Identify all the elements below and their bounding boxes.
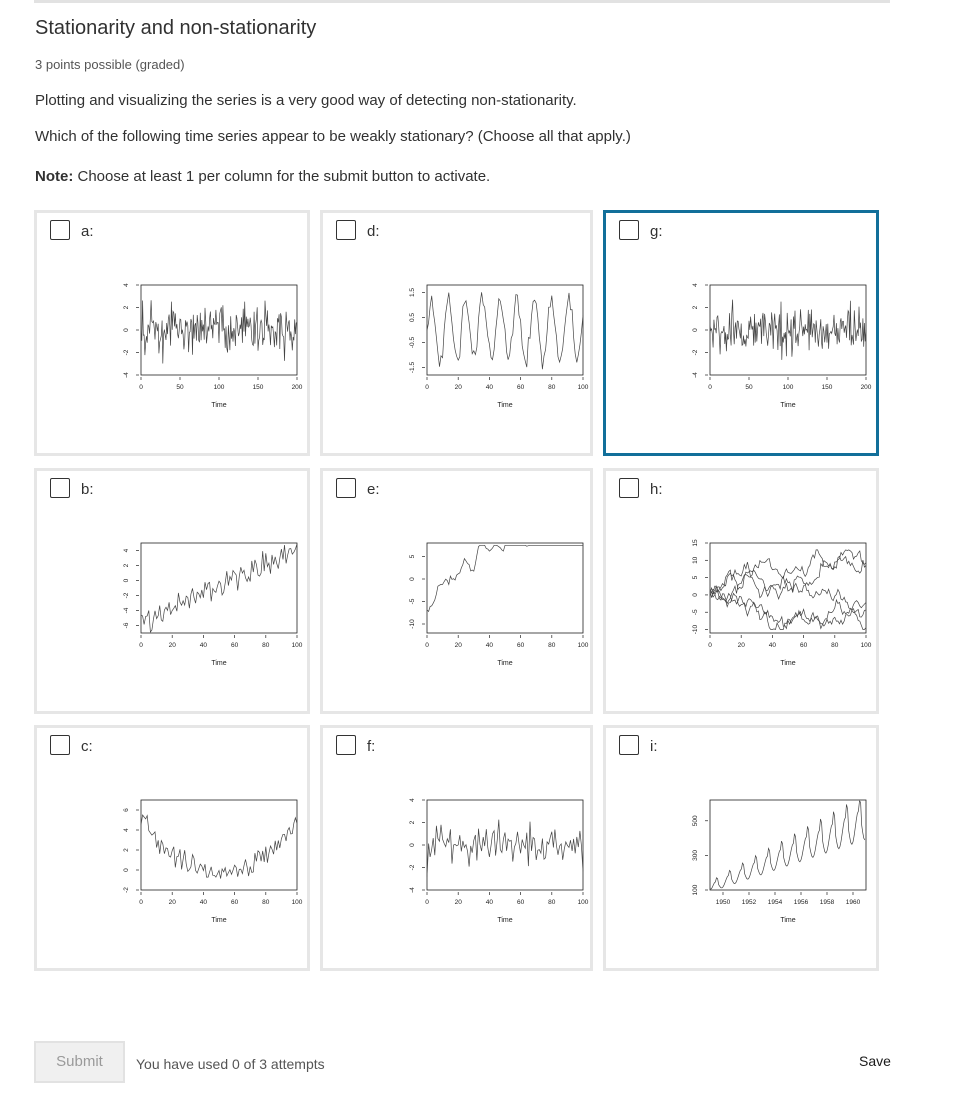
y-tick-label-f: -4: [409, 887, 416, 893]
choice-card-a[interactable]: [34, 210, 310, 456]
x-axis-label-c: Time: [211, 917, 227, 924]
choice-label-d: d:: [367, 223, 380, 240]
choice-card-d[interactable]: [320, 210, 593, 456]
choice-label-h: h:: [650, 481, 663, 498]
x-tick-label-d: 60: [516, 384, 525, 391]
y-tick-label-e: 0: [409, 577, 416, 581]
y-tick-label-c: 0: [123, 868, 130, 872]
attempts-text: You have used 0 of 3 attempts: [136, 1056, 325, 1072]
x-axis-label-g: Time: [780, 402, 796, 409]
y-tick-label-c: 6: [123, 808, 130, 812]
x-tick-label-e: 60: [516, 642, 525, 649]
choice-label-c: c:: [81, 738, 93, 755]
y-tick-label-b: 4: [123, 548, 130, 553]
x-tick-label-c: 60: [230, 899, 239, 906]
x-tick-label-d: 0: [425, 384, 429, 391]
x-tick-label-g: 150: [821, 384, 833, 391]
x-tick-label-g: 200: [860, 384, 872, 391]
y-tick-label-h: 10: [692, 556, 699, 564]
x-tick-label-c: 0: [139, 899, 143, 906]
series-line-g-0: [710, 300, 866, 360]
problem-note: [35, 168, 490, 185]
x-tick-label-c: 80: [262, 899, 270, 906]
y-tick-label-a: 0: [123, 328, 130, 332]
y-tick-label-g: 0: [692, 328, 699, 332]
x-tick-label-e: 80: [548, 642, 556, 649]
y-tick-label-h: -10: [692, 624, 699, 635]
x-tick-label-g: 50: [745, 384, 753, 391]
y-tick-label-g: 2: [692, 305, 699, 310]
y-tick-label-c: 2: [123, 848, 130, 852]
series-line-b-0: [141, 544, 297, 632]
x-tick-label-a: 150: [252, 384, 264, 391]
series-line-e-0: [427, 545, 583, 611]
plot-h: [606, 471, 876, 711]
y-tick-label-b: -2: [123, 592, 130, 599]
y-tick-label-f: 4: [409, 798, 416, 802]
x-tick-label-a: 0: [139, 384, 143, 391]
choice-card-h[interactable]: [603, 468, 879, 714]
x-tick-label-a: 200: [291, 384, 303, 391]
series-line-d-0: [427, 292, 583, 369]
choice-card-i[interactable]: [603, 725, 879, 971]
x-tick-label-d: 20: [454, 384, 462, 391]
y-tick-label-d: 1.5: [409, 287, 416, 298]
y-tick-label-f: -2: [409, 864, 416, 871]
plot-b: [37, 471, 307, 711]
y-tick-label-i: 500: [692, 815, 699, 827]
x-tick-label-e: 40: [485, 642, 494, 649]
choice-label-i: i:: [650, 738, 658, 755]
submit-button[interactable]: Submit: [34, 1041, 125, 1083]
x-axis-label-e: Time: [497, 660, 513, 667]
y-tick-label-g: -2: [692, 349, 699, 356]
y-tick-label-f: 0: [409, 843, 416, 847]
y-tick-label-i: 100: [692, 884, 699, 896]
plot-frame-i: [710, 800, 866, 890]
y-tick-label-c: 4: [123, 828, 130, 832]
x-tick-label-i: 1960: [845, 899, 861, 906]
y-tick-label-g: 4: [692, 283, 699, 287]
series-line-h-1: [710, 592, 866, 630]
series-line-h-0: [710, 586, 866, 628]
x-tick-label-g: 0: [708, 384, 712, 391]
y-tick-label-a: -4: [123, 372, 130, 378]
points-info: 3 points possible (graded): [35, 57, 185, 72]
plot-i: [606, 728, 876, 968]
y-tick-label-e: 5: [409, 554, 416, 559]
x-axis-label-b: Time: [211, 660, 227, 667]
y-tick-label-b: 0: [123, 578, 130, 583]
x-axis-label-d: Time: [497, 402, 513, 409]
plot-d: [323, 213, 590, 453]
x-tick-label-h: 80: [831, 642, 839, 649]
y-tick-label-a: -2: [123, 349, 130, 356]
series-line-f-0: [427, 820, 583, 877]
x-tick-label-a: 50: [176, 384, 184, 391]
x-tick-label-e: 100: [577, 642, 589, 649]
x-tick-label-c: 40: [199, 899, 208, 906]
plot-frame-c: [141, 800, 297, 890]
x-tick-label-b: 80: [262, 642, 270, 649]
x-tick-label-e: 20: [454, 642, 462, 649]
x-axis-label-f: Time: [497, 917, 513, 924]
plot-f: [323, 728, 590, 968]
choice-label-b: b:: [81, 481, 94, 498]
plot-a: [37, 213, 307, 453]
plot-frame-e: [427, 543, 583, 633]
x-tick-label-f: 40: [485, 899, 494, 906]
x-tick-label-f: 60: [516, 899, 525, 906]
y-tick-label-d: -0.5: [409, 336, 416, 349]
x-tick-label-g: 100: [782, 384, 794, 391]
problem-intro: Plotting and visualizing the series is a very good way of detecting non-stationarity.: [35, 92, 577, 109]
x-tick-label-h: 40: [768, 642, 777, 649]
y-tick-label-e: -5: [409, 598, 416, 605]
x-tick-label-c: 20: [168, 899, 176, 906]
plot-g: [606, 213, 876, 453]
plot-frame-b: [141, 543, 297, 633]
problem-title: Stationarity and non-stationarity: [35, 17, 317, 39]
choice-card-f[interactable]: [320, 725, 593, 971]
x-tick-label-d: 40: [485, 384, 494, 391]
y-tick-label-g: -4: [692, 372, 699, 378]
y-tick-label-d: 0.5: [409, 312, 416, 323]
x-tick-label-b: 20: [168, 642, 176, 649]
x-tick-label-b: 60: [230, 642, 239, 649]
x-axis-label-a: Time: [211, 402, 227, 409]
series-line-h-3: [710, 575, 866, 609]
y-tick-label-b: -6: [123, 622, 130, 629]
plot-e: [323, 471, 590, 711]
y-tick-label-b: 2: [123, 563, 130, 568]
x-tick-label-f: 100: [577, 899, 589, 906]
plot-frame-f: [427, 800, 583, 890]
y-tick-label-b: -4: [123, 607, 130, 614]
choice-label-a: a:: [81, 223, 94, 240]
x-tick-label-f: 0: [425, 899, 429, 906]
x-axis-label-h: Time: [780, 660, 796, 667]
x-tick-label-f: 80: [548, 899, 556, 906]
x-tick-label-d: 80: [548, 384, 556, 391]
y-tick-label-h: -5: [692, 609, 699, 616]
x-tick-label-i: 1952: [741, 899, 757, 906]
plot-c: [37, 728, 307, 968]
x-tick-label-c: 100: [291, 899, 303, 906]
y-tick-label-c: -2: [123, 887, 130, 893]
x-tick-label-h: 100: [860, 642, 872, 649]
choice-label-g: g:: [650, 223, 663, 240]
x-tick-label-d: 100: [577, 384, 589, 391]
top-divider: [34, 0, 890, 3]
y-tick-label-h: 0: [692, 593, 699, 597]
x-tick-label-b: 0: [139, 642, 143, 649]
x-tick-label-i: 1956: [793, 899, 809, 906]
x-tick-label-b: 40: [199, 642, 208, 649]
x-tick-label-h: 60: [799, 642, 808, 649]
x-tick-label-i: 1954: [767, 899, 783, 906]
x-tick-label-a: 100: [213, 384, 225, 391]
choice-label-e: e:: [367, 481, 380, 498]
series-line-a-0: [141, 300, 297, 363]
choice-card-e[interactable]: [320, 468, 593, 714]
choice-card-b[interactable]: [34, 468, 310, 714]
x-axis-label-i: Time: [780, 917, 796, 924]
problem-question: Which of the following time series appear to be weakly stationary? (Choose all that apply.): [35, 128, 631, 145]
y-tick-label-d: -1.5: [409, 361, 416, 374]
choice-label-f: f:: [367, 738, 376, 755]
choice-card-g[interactable]: [603, 210, 879, 456]
x-tick-label-h: 20: [737, 642, 745, 649]
note-text: Choose at least 1 per column for the submit button to activate.: [73, 168, 491, 185]
choice-card-c[interactable]: [34, 725, 310, 971]
note-label: Note:: [35, 168, 74, 185]
x-tick-label-i: 1958: [819, 899, 835, 906]
save-button[interactable]: Save: [859, 1053, 891, 1069]
x-tick-label-i: 1950: [715, 899, 731, 906]
x-tick-label-h: 0: [708, 642, 712, 649]
y-tick-label-h: 15: [692, 539, 699, 547]
x-tick-label-b: 100: [291, 642, 303, 649]
x-tick-label-e: 0: [425, 642, 429, 649]
series-line-i-0: [710, 801, 865, 889]
series-line-c-0: [141, 815, 297, 879]
y-tick-label-h: 5: [692, 575, 699, 580]
y-tick-label-a: 2: [123, 305, 130, 310]
x-tick-label-f: 20: [454, 899, 462, 906]
y-tick-label-a: 4: [123, 283, 130, 287]
y-tick-label-f: 2: [409, 820, 416, 825]
y-tick-label-e: -10: [409, 619, 416, 629]
y-tick-label-i: 300: [692, 849, 699, 861]
